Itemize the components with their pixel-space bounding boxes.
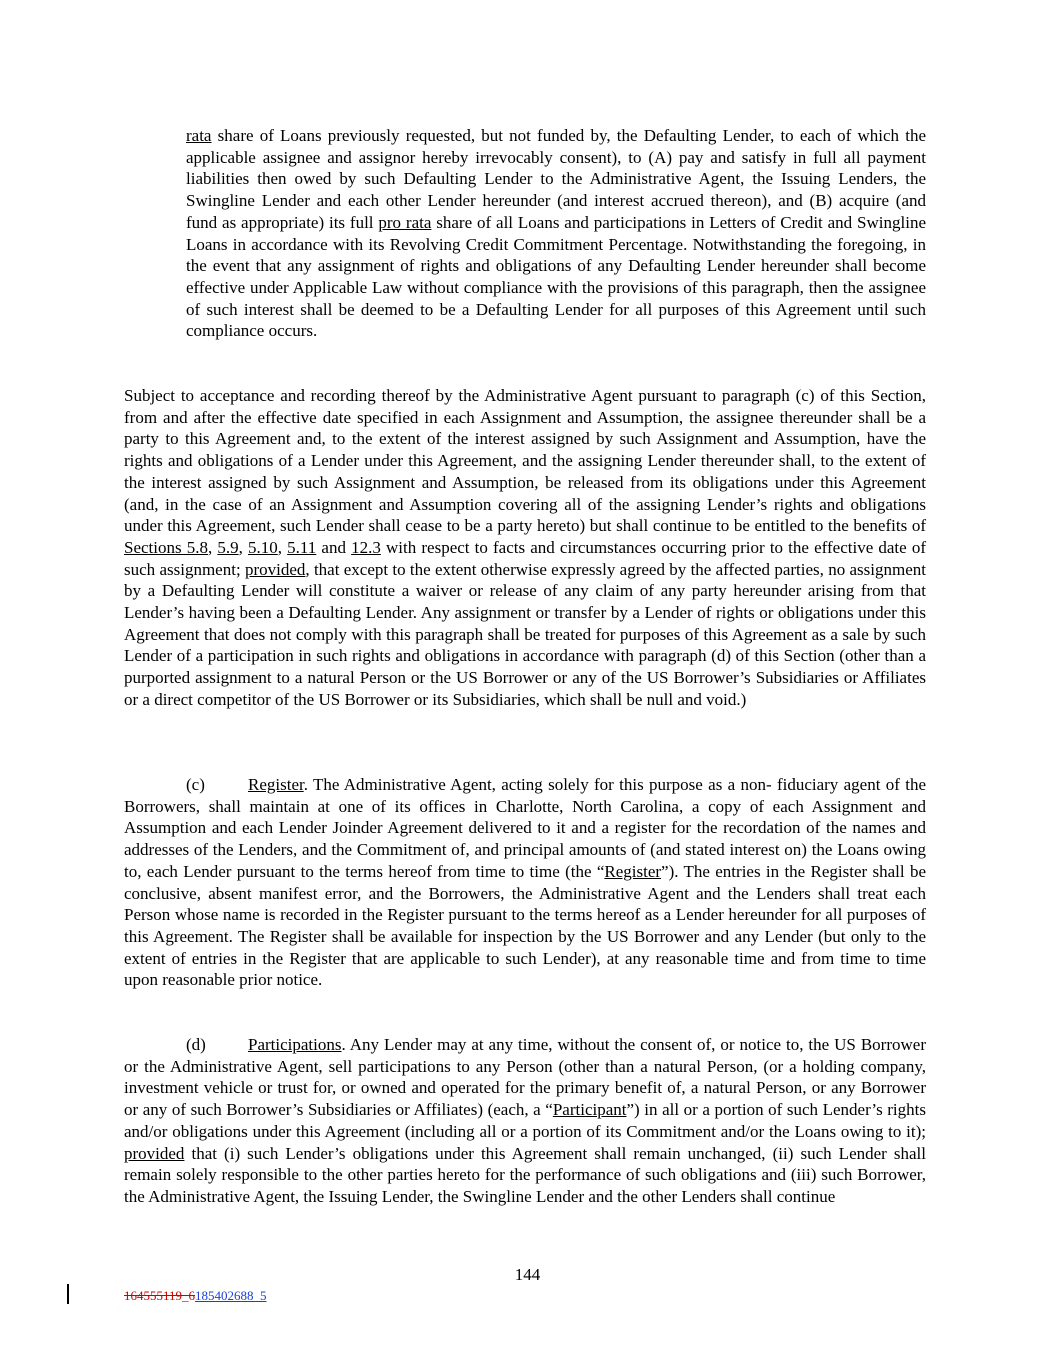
proviso-term: provided xyxy=(244,559,306,579)
defined-term: Register xyxy=(604,861,662,881)
paragraph-register: (c) Register. The Administrative Agent, acting solely for this purpose as a non- fiduciary agent of the Borrowers, shall maintain at one of its offices in Charlotte, North Carolina, a copy of each Assignment and Assumption and each Lender Joinder Agreement delivered to it and a register for the recordation of the names and addresses of the Lenders, and the Commitment of, and principal amounts of (and stated interest on) the Loans owing to, each Lender pursuant to the terms hereof from time to time (the “Register”). The entries in the Register shall be conclusive, absent manifest error, and the Borrowers, the Administrative Agent and the Lenders shall treat each Person whose name is recorded in the Register pursuant to the terms hereof as a Lender hereunder for all purposes of this Agreement. The Register shall be available for inspection by the US Borrower and any Lender (but only to the extent of entries in the Register that are applicable to such Lender), at any reasonable time and from time to time upon reasonable prior notice. xyxy=(124,775,926,990)
document-id xyxy=(124,1288,267,1304)
underlined-term: pro rata xyxy=(378,212,432,232)
clause-label: (c) xyxy=(186,775,205,794)
paragraph-participations: (d) Participations. Any Lender may at any time, without the consent of, or notice to, the US Borrower or the Administrative Agent, sell participations to any Person (other than a natural Person, (or a holding company, investment vehicle or trust for, or owned and operated for the primary benefit of, a natural Person, or any Borrower or any of such Borrower’s Subsidiaries or Affiliates) (each, a “Participant”) in all or a portion of such Lender’s rights and/or obligations under this Agreement (including all or a portion of its Commitment and/or the Loans owing to it); provided that (i) such Lender’s obligations under this Agreement shall remain unchanged, (ii) such Lender shall remain solely responsible to the other parties hereto for the performance of such obligations and (iii) such Borrower, the Administrative Agent, the Issuing Lender, the Swingline Lender and the other Lenders shall continue xyxy=(124,1035,926,1206)
change-bar xyxy=(67,1284,69,1304)
proviso-term: provided xyxy=(124,1143,185,1163)
section-reference: 12.3 xyxy=(351,537,381,557)
paragraph-continuation: rata share of Loans previously requested, but not funded by, the Defaulting Lender, to each of which the applicable assignee and assignor hereby irrevocably consent), to (A) pay and satisfy in full all payment liabilities then owed by such Defaulting Lender to the Administrative Agent, the Issuing Lenders, the Swingline Lender and each other Lender hereunder (and interest accrued thereon), and (B) acquire (and fund as appropriate) its full pro rata share of all Loans and participations in Letters of Credit and Swingline Loans in accordance with its Revolving Credit Commitment Percentage. Notwithstanding the foregoing, in the event that any assignment of rights and obligations of any Defaulting Lender hereunder shall become effective under Applicable Law without compliance with the provisions of this paragraph, then the assignee of such interest shall be deemed to be a Defaulting Lender for all purposes of this Agreement until such compliance occurs. xyxy=(186,126,926,341)
page-number: 144 xyxy=(514,1265,541,1284)
paragraph-assignment-effect: Subject to acceptance and recording thereof by the Administrative Agent pursuant to paragraph (c) of this Section, from and after the effective date specified in each Assignment and Assumption, the assignee thereunder shall be a party to this Agreement and, to the extent of the interest assigned by such Assignment and Assumption, have the rights and obligations of a Lender under this Agreement, and the assigning Lender thereunder shall, to the extent of the interest assigned by such Assignment and Assumption, be released from its obligations under this Agreement (and, in the case of an Assignment and Assumption covering all of the assigning Lender’s rights and obligations under this Agreement, such Lender shall cease to be a party hereto) but shall continue to be entitled to the benefits of Sections 5.8, 5.9, 5.10, 5.11 and 12.3 with respect to facts and circumstances occurring prior to the effective date of such assignment; provided, that except to the extent otherwise expressly agreed by the affected parties, no assignment by a Defaulting Lender will constitute a waiver or release of any claim of any party hereunder arising from that Lender’s having been a Defaulting Lender. Any assignment or transfer by a Lender of rights or obligations under this Agreement that does not comply with this paragraph shall be treated for purposes of this Agreement as a sale by such Lender of a participation in such rights and obligations in accordance with paragraph (d) of this Section (other than a purported assignment to a natural Person or the US Borrower or any of the US Borrower’s Subsidiaries or Affiliates or a direct competitor of the US Borrower or its Subsidiaries, which shall be null and void.) xyxy=(124,386,926,709)
clause-heading: Register xyxy=(248,775,304,794)
underlined-term: rata xyxy=(186,126,212,145)
clause-heading: Participations xyxy=(248,1035,342,1054)
section-reference: 5.10 xyxy=(248,537,278,557)
defined-term: Participant xyxy=(552,1100,627,1120)
document-id-inserted: 185402688_5 xyxy=(195,1288,267,1303)
section-reference: 5.11 xyxy=(287,537,317,557)
clause-label: (d) xyxy=(186,1035,206,1054)
section-reference: Sections 5.8 xyxy=(124,537,208,557)
document-id-deleted: 164555119_6 xyxy=(124,1288,196,1303)
section-reference: 5.9 xyxy=(217,537,239,557)
